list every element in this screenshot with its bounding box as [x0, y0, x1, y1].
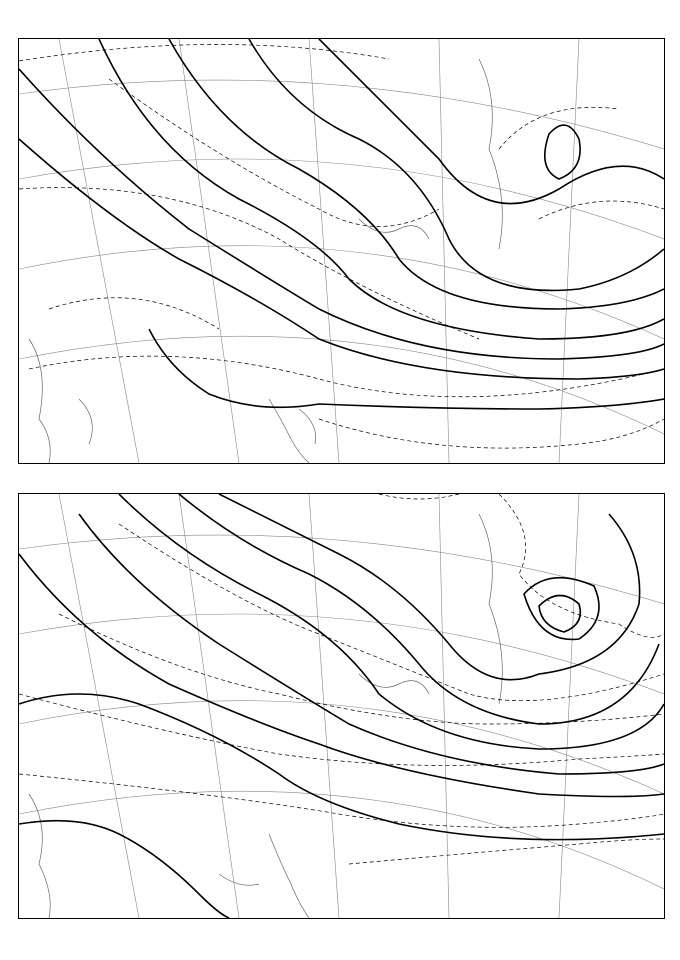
- product-code-datetime: [20, 934, 64, 952]
- isotach-dashed: [19, 44, 664, 448]
- isotherms: [19, 494, 664, 864]
- map-300hpa-canvas: [19, 39, 664, 463]
- map-300hpa: [18, 38, 665, 464]
- height-contours: [19, 39, 664, 409]
- map-500hpa: [18, 493, 665, 919]
- coastline: [29, 59, 502, 463]
- map-500hpa-canvas: [19, 494, 664, 918]
- graticule: [19, 39, 664, 463]
- height-contours: [19, 494, 664, 918]
- coastline: [29, 514, 502, 918]
